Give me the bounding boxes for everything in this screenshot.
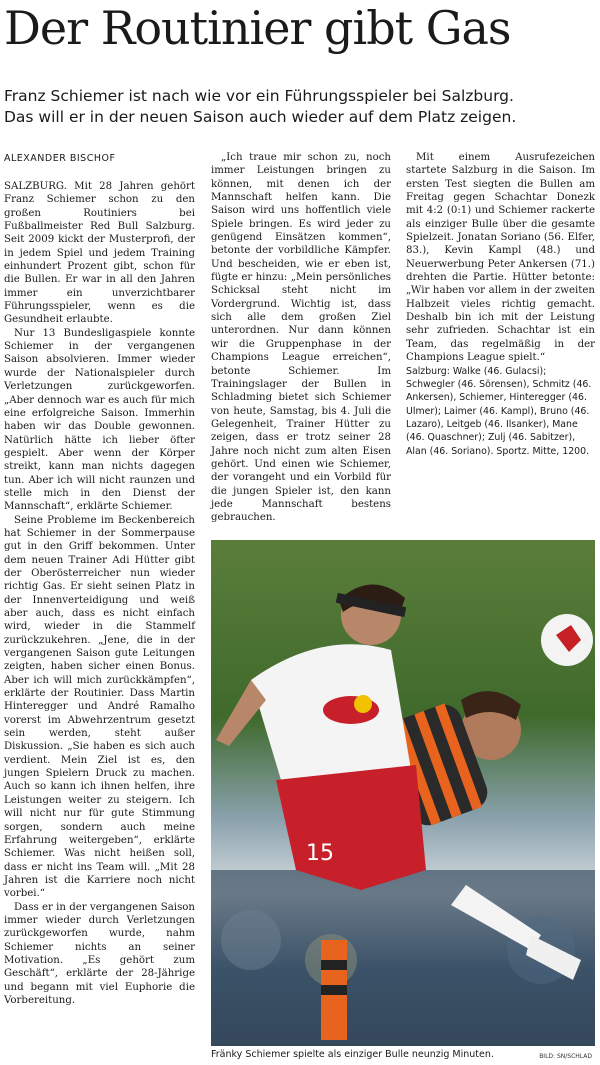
teaser: [4, 86, 596, 128]
headline: Der Routinier gibt Gas: [4, 1, 511, 55]
teaser-line: Franz Schiemer ist nach wie vor ein Führungsspieler bei Salzburg.: [4, 87, 514, 105]
paragraph: Dass er in der vergangenen Saison immer wieder durch Verletzungen zurückgeworfen wurde, nahm Schiemer nichts an seiner Motivation. „Es gehört zum Geschäft“, erklärte der 28-Jährige und begann mit viel Euphorie die Vorbereitung.: [4, 901, 195, 1006]
paragraph: Seine Probleme im Beckenbereich hat Schiemer in der Sommerpause gut in den Griff bekommen. Unter dem neuen Trainer Adi Hütter gibt der Oberösterreicher nun wieder richtig Gas. Er sieht seinen Platz in der Innenverteidigung und weiß aber auch, dass es nicht einfach wird, wieder in die Stammelf zurückzukehren. „Jene, die in der vergangenen Saison gute Leitungen zeigten, haben sicher einen Bonus. Aber ich will mich zurückkämpfen“, erklärte der Routinier. Dass Martin Hinteregger und André Ramalho vorerst im Abwehrzentrum gesetzt sein werden, steht außer Diskussion. „Sie haben es sich auch verdient. Mein Ziel ist es, den jungen Spielern Druck zu machen. Auch so kann ich ihnen helfen, ihre Leistungen weiter zu steigern. Ich will nicht nur für gute Stimmung sorgen, sondern auch meine Erfahrung weitergeben“, erklärte Schiemer. Was nicht heißen soll, dass er nicht ins Team will. „Mit 28 Jahren ist die Karriere noch nicht vorbei.“: [4, 514, 195, 900]
teaser-line: Das will er in der neuen Saison auch wieder auf dem Platz zeigen.: [4, 108, 517, 126]
article-column-1: [4, 180, 195, 1007]
paragraph: „Ich traue mir schon zu, noch immer Leistungen bringen zu können, mit denen ich der Mannschaft helfen kann. Die Saison wird uns hoffentlich viele Spiele bringen. Es wird jeder zu genügend Einsätzen kommen“, betonte der vorbildliche Kämpfer. Und bescheiden, wie er eben ist, fügte er hinzu: „Mein persönliches Schicksal steht nicht im Vordergrund. Wichtig ist, dass sich alle dem großen Ziel unterordnen. Nur dann können wir die Gruppenphase in der Champions League erreichen“, betonte Schiemer. Im Trainingslager der Bullen in Schladming bietet sich Schiemer von heute, Samstag, bis 4. Juli die Gelegenheit, Trainer Hütter zu zeigen, dass er trotz seiner 28 Jahre noch nicht zum alten Eisen gehört. Und einen wie Schiemer, der vorangeht und ein Vorbild für die jungen Spieler ist, den kann jede Mannschaft bestens gebrauchen.: [211, 152, 391, 524]
article-column-3: [406, 151, 595, 458]
photo-credit: BILD: SN/SCHLAD: [539, 1053, 592, 1060]
byline: ALEXANDER BISCHOF: [4, 153, 116, 164]
paragraph: SALZBURG. Mit 28 Jahren gehört Franz Schiemer schon zu den großen Routiniers bei Fußballmeister Red Bull Salzburg. Seit 2009 kickt der Musterprofi, der in jedem Spiel und jedem Training einhundert Prozent gibt, schon für die Bullen. Er war in all den Jahren immer ein unverzichtbarer Führungsspieler, wenn es die Gesundheit erlaubte.: [4, 181, 195, 326]
lineup-info: Salzburg: Walke (46. Gulacsi); Schwegler (46. Sörensen), Schmitz (46. Ankersen), Schiemer, Hinteregger (46. Ulmer); Laimer (46. Kampl), Bruno (46. Lazaro), Leitgeb (46. Ilsanker), Mane (46. Quaschner); Zulj (46. Sabitzer), Alan (46. Soriano). Sportz. Mitte, 1200.: [406, 365, 592, 457]
jersey-number: 15: [306, 841, 334, 866]
football: [541, 614, 593, 666]
article-column-2: [211, 151, 391, 525]
photo-caption: Fränky Schiemer spielte als einziger Bulle neunzig Minuten.: [211, 1049, 494, 1060]
match-photo: [211, 540, 595, 1046]
paragraph: Nur 13 Bundesligaspiele konnte Schiemer in der vergangenen Saison absolvieren. Immer wieder wurde der Nationalspieler durch Verletzungen zurückgeworfen. „Aber dennoch war es auch für mich eine erfolgreiche Saison. Immerhin haben wir das Double gewonnen. Natürlich hätte ich lieber öfter gespielt. Aber wenn der Körper streikt, kann man nichts dagegen tun. Aber ich will nicht raunzen und stelle mich in den Dienst der Mannschaft“, erklärte Schiemer.: [4, 327, 195, 513]
photo-illustration: [211, 540, 595, 1046]
paragraph: Mit einem Ausrufezeichen startete Salzburg in die Saison. Im ersten Test siegten die Bullen am Freitag gegen Schachtar Donezk mit 4:2 (0:1) und Schiemer rackerte als einziger Bulle über die gesamte Spielzeit. Jonatan Soriano (56. Elfer, 83.), Kevin Kampl (48.) und Neuerwerbung Peter Ankersen (71.) drehten die Partie. Hütter betonte: „Wir haben vor allem in der zweiten Halbzeit vieles richtig gemacht. Deshalb bin ich mit der Leistung sehr zufrieden. Schachtar ist ein Team, das regelmäßig in der Champions League spielt.“: [406, 152, 595, 364]
